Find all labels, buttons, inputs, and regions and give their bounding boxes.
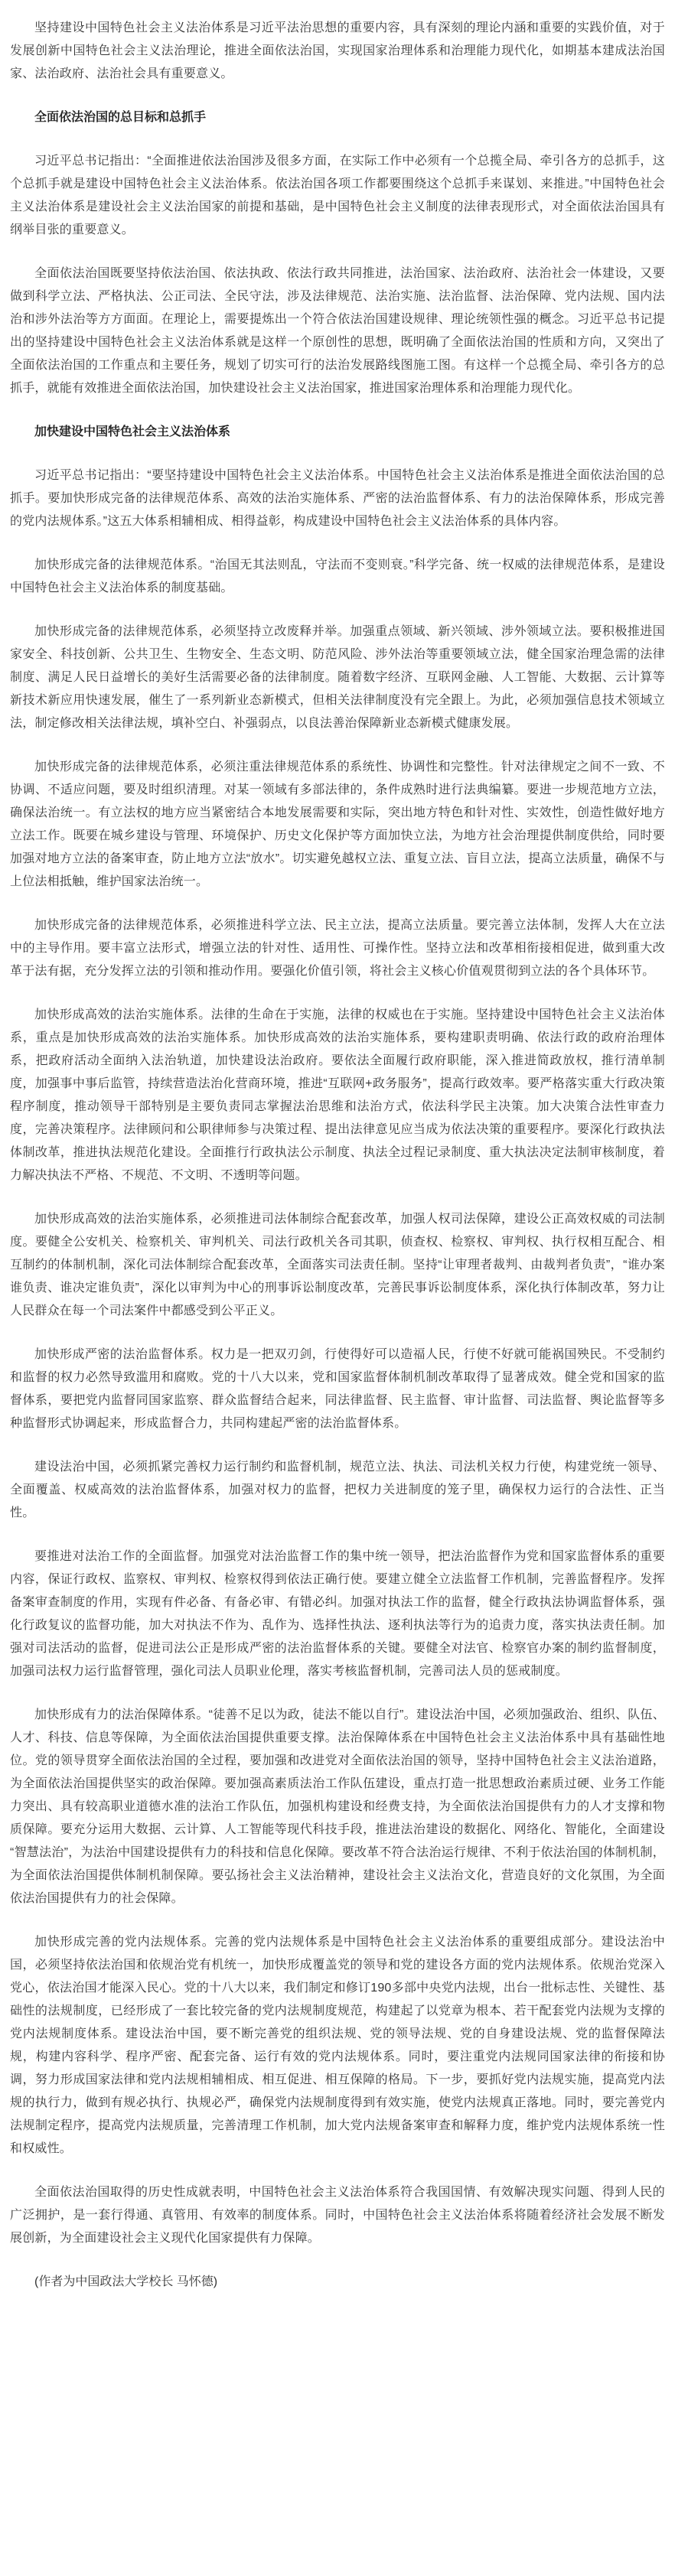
section-heading-accelerate-system: 加快建设中国特色社会主义法治体系	[34, 425, 231, 438]
paragraph-historic-achievements: 全面依法治国取得的历史性成就表明，中国特色社会主义法治体系符合我国国情、有效解决现实问题、得到人民的广泛拥护，是一套行得通、真管用、有效率的制度体系。同时，中国特色社会主义法治体系将随着经济社会发展不断发展创新，为全面建设社会主义现代化国家提供有力保障。	[10, 2186, 665, 2245]
paragraph-implementation-system: 加快形成高效的法治实施体系。法律的生命在于实施，法律的权威也在于实施。坚持建设中国特色社会主义法治体系，重点是加快形成高效的法治实施体系。加快形成高效的法治实施体系，要构建职责明确、依法行政的政府治理体系，把政府活动全面纳入法治轨道，加快建设法治政府。要依法全面履行政府职能，深入推进简政放权，推行清单制度，加强事中事后监管，持续营造法治化营商环境，推进“互联网+政务服务”，提高行政效率。要严格落实重大行政决策程序制度，推动领导干部特别是主要负责同志掌握法治思维和法治方式，依法科学民主决策。加大决策合法性审查力度，完善决策程序。法律顾问和公职律师参与决策过程、提出法律意见应当成为依法决策的重要程序。要深化行政执法体制改革，推进执法规范化建设。全面推行行政执法公示制度、执法全过程记录制度、重大执法决定法制审核制度，着力解决执法不严格、不规范、不文明、不透明等问题。	[10, 1008, 665, 1182]
paragraph-power-restraint: 建设法治中国，必须抓紧完善权力运行制约和监督机制，规范立法、执法、司法机关权力行使，构建党统一领导、全面覆盖、权威高效的法治监督体系，加强对权力的监督，把权力关进制度的笼子里，确保权力运行的合法性、正当性。	[10, 1461, 665, 1519]
intro-paragraph: 坚持建设中国特色社会主义法治体系是习近平法治思想的重要内容，具有深刻的理论内涵和重要的实践价值，对于发展创新中国特色社会主义法治理论，推进全面依法治国，实现国家治理体系和治理能力现代化，如期基本建成法治国家、法治政府、法治社会具有重要意义。	[10, 21, 665, 80]
paragraph-five-systems: 习近平总书记指出：“要坚持建设中国特色社会主义法治体系。中国特色社会主义法治体系是推进全面依法治国的总抓手。要加快形成完备的法律规范体系、高效的法治实施体系、严密的法治监督体系、有力的法治保障体系，形成完善的党内法规体系。”这五大体系相辅相成、相得益彰，构成建设中国特色社会主义法治体系的具体内容。	[10, 469, 665, 528]
paragraph-quote-general-grip: 习近平总书记指出：“全面推进依法治国涉及很多方面，在实际工作中必须有一个总揽全局、牵引各方的总抓手，这个总抓手就是建设中国特色社会主义法治体系。依法治国各项工作都要围绕这个总抓手来谋划、来推进。”中国特色社会主义法治体系是建设社会主义法治国家的前提和基础，是中国特色社会主义制度的法律表现形式，对全面依法治国具有纲举目张的重要意义。	[10, 155, 665, 236]
paragraph-legal-norm-system-intro: 加快形成完备的法律规范体系。“治国无其法则乱，守法而不变则衰。”科学完备、统一权威的法律规范体系，是建设中国特色社会主义法治体系的制度基础。	[10, 559, 665, 594]
paragraph-comprehensive-rule-of-law: 全面依法治国既要坚持依法治国、依法执政、依法行政共同推进，法治国家、法治政府、法治社会一体建设，又要做到科学立法、严格执法、公正司法、全民守法，涉及法律规范、法治实施、法治监督、法治保障、党内法规、国内法治和涉外法治等方方面面。在理论上，需要提炼出一个符合依法治国建设规律、理论统领性强的概念。习近平总书记提出的坚持建设中国特色社会主义法治体系就是这样一个原创性的思想，既明确了全面依法治国的性质和方向，又突出了全面依法治国的工作重点和主要任务，规划了切实可行的法治发展路线图施工图。有这样一个总揽全局、牵引各方的总抓手，就能有效推进全面依法治国，加快建设社会主义法治国家，推进国家治理体系和治理能力现代化。	[10, 267, 665, 395]
paragraph-party-regulations: 加快形成完善的党内法规体系。完善的党内法规体系是中国特色社会主义法治体系的重要组成部分。建设法治中国，必须坚持依法治国和依规治党有机统一，加快形成覆盖党的领导和党的建设各方面的党内法规体系。依规治党深入党心，依法治国才能深入民心。党的十八大以来，我们制定和修订190多部中央党内法规，出台一批标志性、关键性、基础性的法规制度，已经形成了一套比较完备的党内法规制度规范，构建起了以党章为根本、若干配套党内法规为支撑的党内法规制度体系。建设法治中国，要不断完善党的组织法规、党的领导法规、党的自身建设法规、党的监督保障法规，构建内容科学、程序严密、配套完备、运行有效的党内法规体系。同时，要注重党内法规同国家法律的衔接和协调，努力形成国家法律和党内法规相辅相成、相互促进、相互保障的格局。下一步，要抓好党内法规实施，提高党内法规的执行力，做到有规必执行、执规必严，确保党内法规制度得到有效实施，使党内法规真正落地。同时，要完善党内法规制定程序，提高党内法规质量，完善清理工作机制，加大党内法规备案审查和解释力度，维护党内法规体系统一性和权威性。	[10, 1936, 665, 2155]
section-heading-overall-goal: 全面依法治国的总目标和总抓手	[34, 111, 207, 124]
author-line: (作者为中国政法大学校长 马怀德)	[34, 2275, 218, 2288]
paragraph-judicial-reform: 加快形成高效的法治实施体系，必须推进司法体制综合配套改革，加强人权司法保障，建设公正高效权威的司法制度。要健全公安机关、检察机关、审判机关、司法行政机关各司其职，侦查权、检察权、审判权、执行权相互配合、相互制约的体制机制，深化司法体制综合配套改革，全面落实司法责任制。坚持“让审理者裁判、由裁判者负责”，“谁办案谁负责、谁决定谁负责”，深化以审判为中心的刑事诉讼制度改革，完善民事诉讼制度体系，深化执行体制改革，努力让人民群众在每一个司法案件中都感受到公平正义。	[10, 1213, 665, 1317]
paragraph-comprehensive-supervision: 要推进对法治工作的全面监督。加强党对法治监督工作的集中统一领导，把法治监督作为党和国家监督体系的重要内容，保证行政权、监察权、审判权、检察权得到依法正确行使。要建立健全立法监督工作机制，完善监督程序。发挥备案审查制度的作用，实现有件必备、有备必审、有错必纠。加强对执法工作的监督，健全行政执法协调监督体系，强化行政复议的监督功能，加大对执法不作为、乱作为、选择性执法、逐利执法等行为的追责力度，落实执法责任制。加强对司法活动的监督，促进司法公正是形成严密的法治监督体系的关键。要健全对法官、检察官办案的制约监督制度，加强司法权力运行监督管理，强化司法人员职业伦理，落实考核监督机制，完善司法人员的惩戒制度。	[10, 1550, 665, 1678]
paragraph-supervision-system: 加快形成严密的法治监督体系。权力是一把双刃剑，行使得好可以造福人民，行使不好就可能祸国殃民。不受制约和监督的权力必然导致滥用和腐败。党的十八大以来，党和国家监督体制机制改革取得了显著成效。健全党和国家的监督体系，要把党内监督同国家监察、群众监督结合起来，同法律监督、民主监督、审计监督、司法监督、舆论监督等多种监督形式协调起来，形成监督合力，共同构建起严密的法治监督体系。	[10, 1348, 665, 1430]
paragraph-legislation-fields: 加快形成完备的法律规范体系，必须坚持立改废释并举。加强重点领域、新兴领域、涉外领域立法。要积极推进国家安全、科技创新、公共卫生、生物安全、生态文明、防范风险、涉外法治等重要领域立法，健全国家治理急需的法律制度、满足人民日益增长的美好生活需要必备的法律制度。随着数字经济、互联网金融、人工智能、大数据、云计算等新技术新应用快速发展，催生了一系列新业态新模式，但相关法律制度没有完全跟上。为此，必须加强信息技术领域立法，制定修改相关法律法规，填补空白、补强弱点，以良法善治保障新业态新模式健康发展。	[10, 625, 665, 730]
paragraph-scientific-legislation: 加快形成完备的法律规范体系，必须推进科学立法、民主立法，提高立法质量。要完善立法体制，发挥人大在立法中的主导作用。要丰富立法形式，增强立法的针对性、适用性、可操作性。坚持立法和改革相衔接相促进，做到重大改革于法有据，充分发挥立法的引领和推动作用。要强化价值引领，将社会主义核心价值观贯彻到立法的各个具体环节。	[10, 919, 665, 978]
paragraph-guarantee-system: 加快形成有力的法治保障体系。“徒善不足以为政，徒法不能以自行”。建设法治中国，必须加强政治、组织、队伍、人才、科技、信息等保障，为全面依法治国提供重要支撑。法治保障体系在中国特色社会主义法治体系中具有基础性地位。党的领导贯穿全面依法治国的全过程，要加强和改进党对全面依法治国的领导，坚持中国特色社会主义法治道路，为全面依法治国提供坚实的政治保障。要加强高素质法治工作队伍建设，重点打造一批思想政治素质过硬、业务工作能力突出、具有较高职业道德水准的法治工作队伍，加强机构建设和经费支持，为全面依法治国提供有力的人才支撑和物质保障。要充分运用大数据、云计算、人工智能等现代科技手段，推进法治建设的数据化、网络化、智能化，全面建设“智慧法治”，为法治中国建设提供有力的科技和信息化保障。要改革不符合法治运行规律、不利于依法治国的体制机制，为全面依法治国提供体制机制保障。要弘扬社会主义法治精神，建设社会主义法治文化，营造良好的文化氛围，为全面依法治国提供有力的社会保障。	[10, 1708, 665, 1905]
paragraph-system-coherence: 加快形成完备的法律规范体系，必须注重法律规范体系的系统性、协调性和完整性。针对法律规定之间不一致、不协调、不适应问题，要及时组织清理。对某一领域有多部法律的，条件成熟时进行法典编纂。要进一步规范地方立法，确保法治统一。有立法权的地方应当紧密结合本地发展需要和实际，突出地方特色和针对性、实效性，创造性做好地方立法工作。既要在城乡建设与管理、环境保护、历史文化保护等方面加快立法，为地方社会治理提供制度供给，同时要加强对地方立法的备案审查，防止地方立法“放水”。切实避免越权立法、重复立法、盲目立法，提高立法质量，确保不与上位法相抵触，维护国家法治统一。	[10, 760, 665, 888]
